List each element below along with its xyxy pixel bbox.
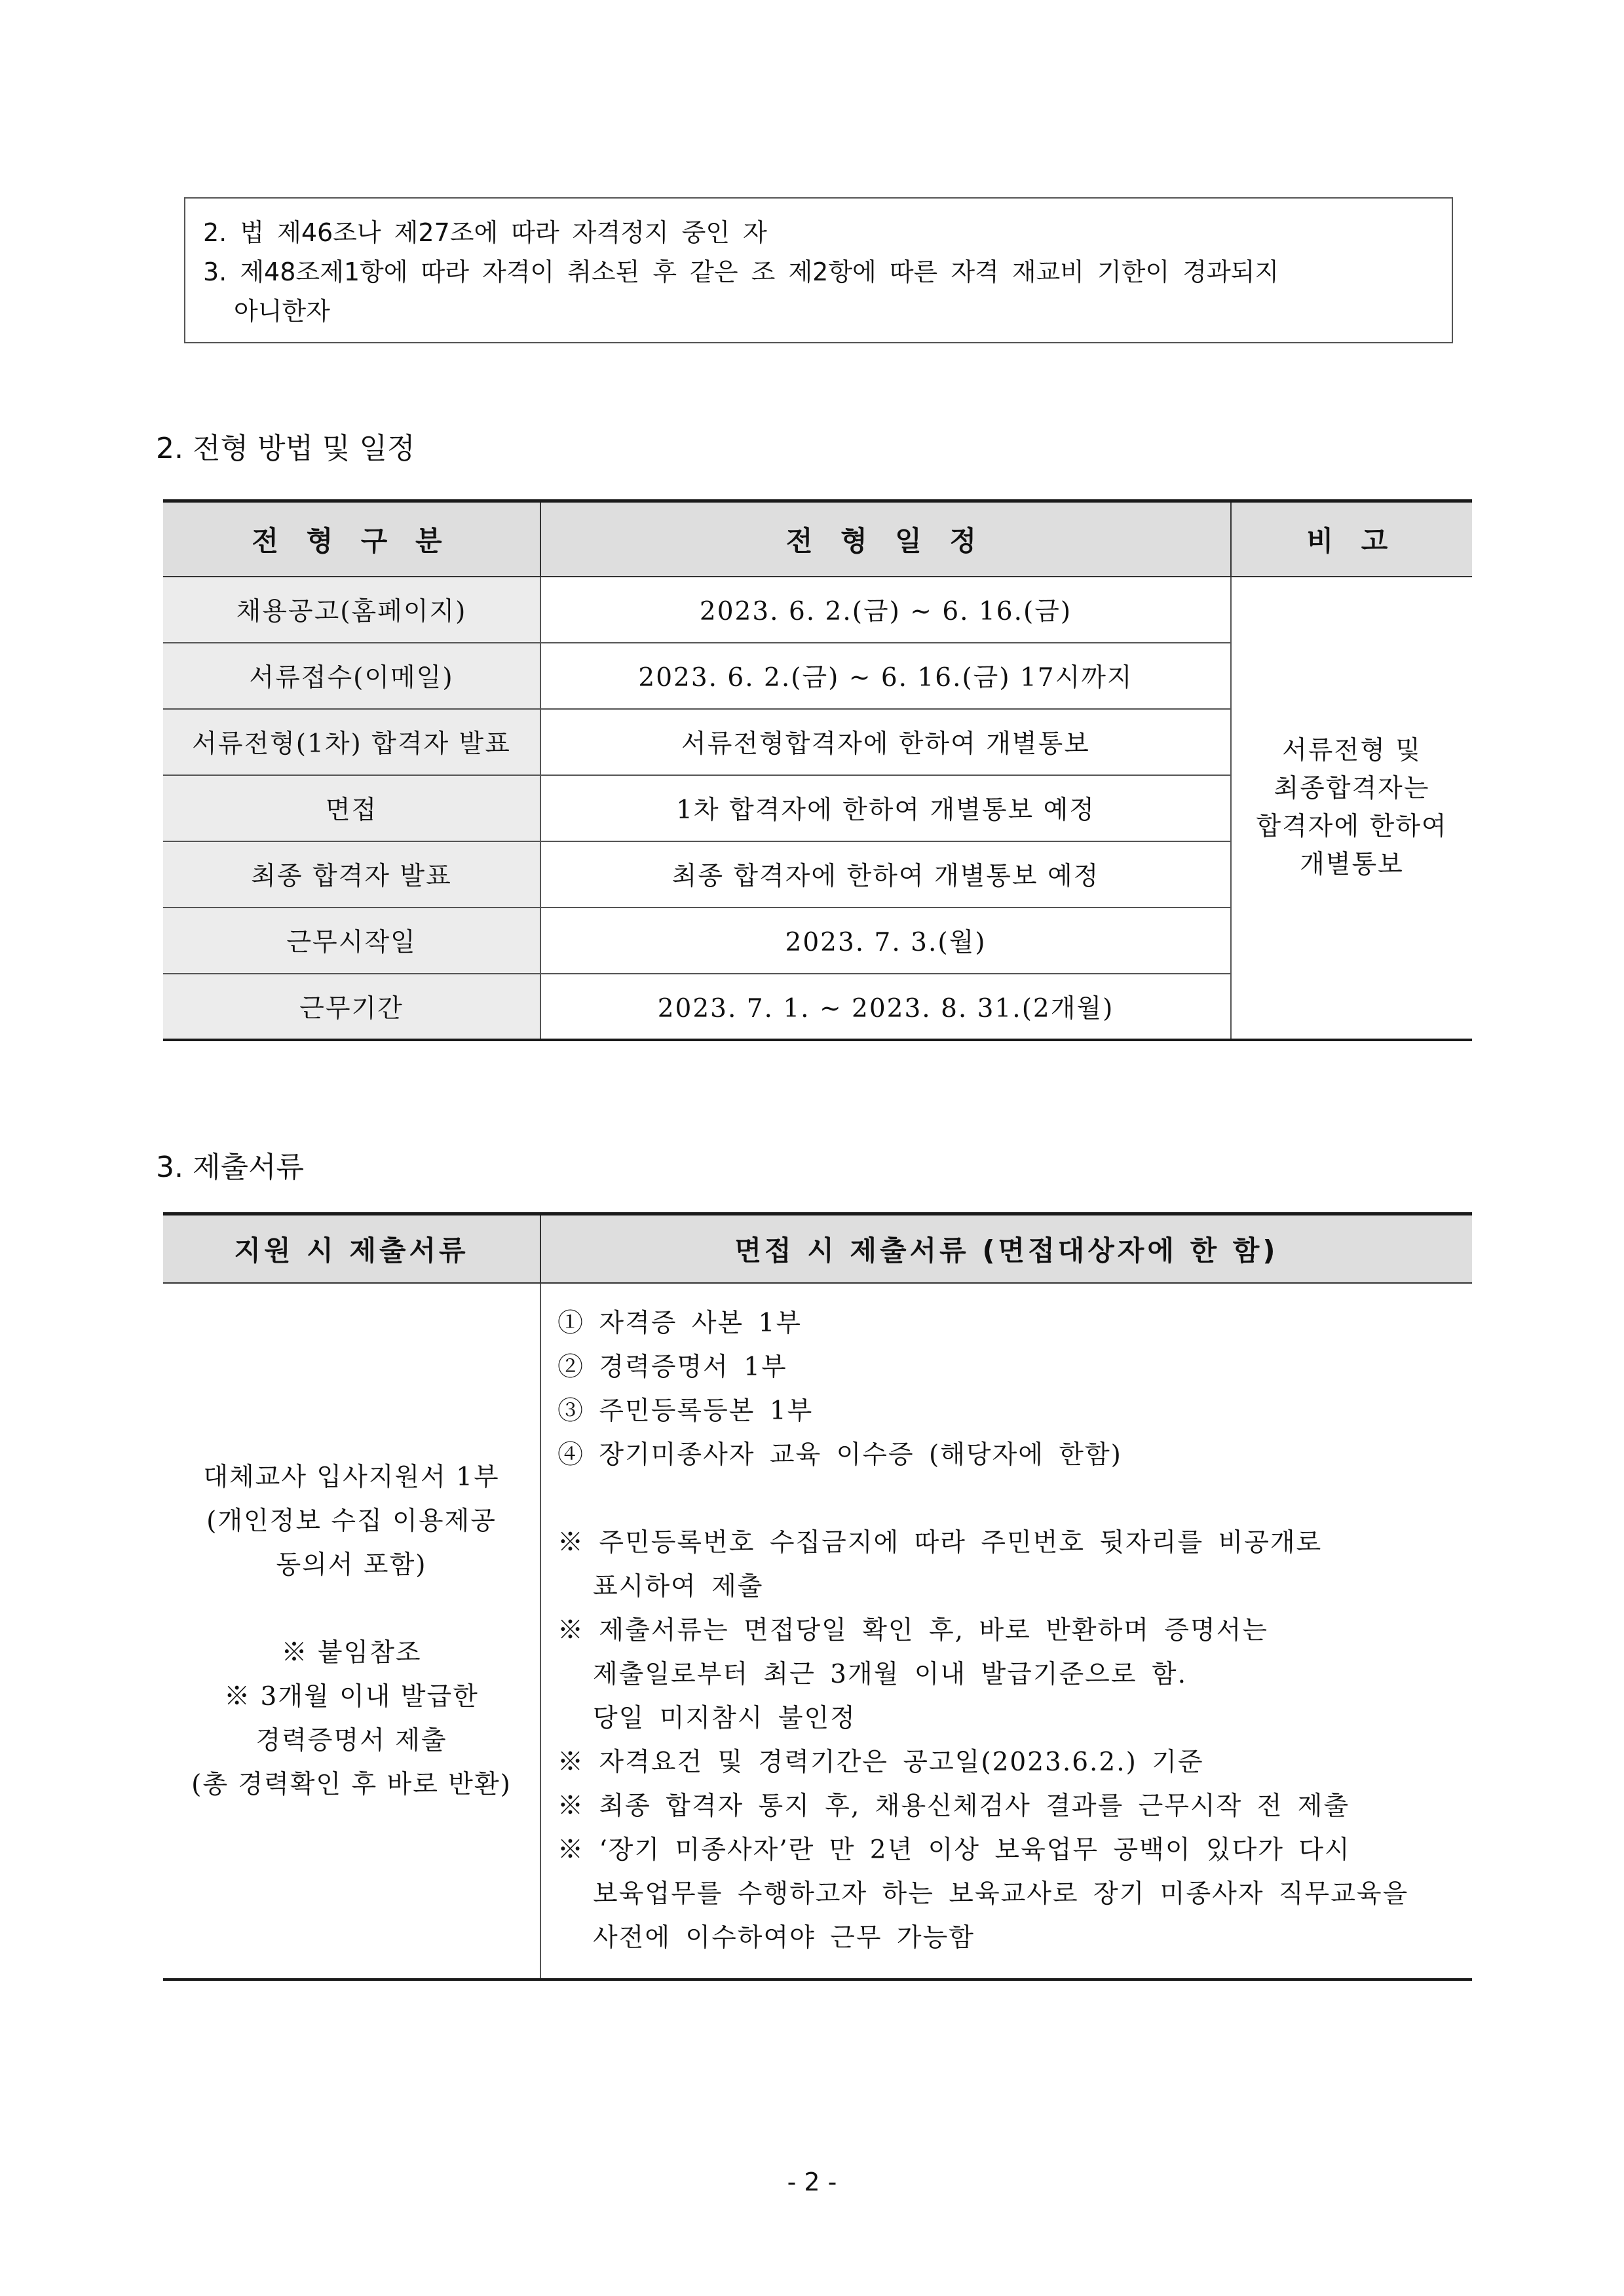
- column-header-interview-docs: 면접 시 제출서류 (면접대상자에 한 함): [540, 1214, 1472, 1283]
- column-header-schedule: 전 형 일 정: [540, 501, 1231, 577]
- schedule-cell: 1차 합격자에 한하여 개별통보 예정: [540, 775, 1231, 841]
- note-line: 제출일로부터 최근 3개월 이내 발급기준으로 함.: [593, 1660, 1188, 1689]
- stage-cell: 서류전형(1차) 합격자 발표: [163, 709, 540, 775]
- doc-line: 동의서 포함): [276, 1550, 427, 1580]
- stage-cell: 근무시작일: [163, 908, 540, 974]
- note-line: ※ 최종 합격자 통지 후, 채용신체검사 결과를 근무시작 전 제출: [557, 1791, 1350, 1821]
- note: [557, 1521, 1472, 1609]
- table-row: [163, 577, 1472, 643]
- stage-cell: 채용공고(홈페이지): [163, 577, 540, 643]
- page-number: - 2 -: [787, 2168, 837, 2196]
- schedule-cell: 2023. 7. 3.(월): [540, 908, 1231, 974]
- schedule-cell: 2023. 6. 2.(금) ~ 6. 16.(금): [540, 577, 1231, 643]
- selection-schedule-table: [163, 499, 1472, 1041]
- table-header: [163, 501, 1472, 577]
- note-line: ※ 3개월 이내 발급한: [224, 1681, 479, 1712]
- header-row: [163, 1214, 1472, 1283]
- table-header: [163, 1214, 1472, 1283]
- list-item: ④ 장기미종사자 교육 이수증 (해당자에 한함): [557, 1440, 1122, 1470]
- interview-docs-cell: [540, 1283, 1472, 1980]
- stage-cell: 면접: [163, 775, 540, 841]
- remark-line: 합격자에 한하여: [1256, 811, 1448, 841]
- header-row: [163, 501, 1472, 577]
- note-line: ※ 자격요건 및 경력기간은 공고일(2023.6.2.) 기준: [557, 1748, 1204, 1777]
- remark-line: 개별통보: [1300, 849, 1404, 879]
- table-row: [163, 1283, 1472, 1980]
- notice-line: 2. 법 제46조나 제27조에 따라 자격정지 중인 자: [203, 218, 767, 247]
- stage-cell: 최종 합격자 발표: [163, 841, 540, 908]
- stage-cell: 근무기간: [163, 974, 540, 1040]
- remark-line: 최종합격자는: [1274, 773, 1430, 803]
- schedule-cell: 2023. 6. 2.(금) ~ 6. 16.(금) 17시까지: [540, 643, 1231, 709]
- doc-line: (개인정보 수집 이용제공: [206, 1506, 497, 1536]
- table-body: [163, 1283, 1472, 1980]
- schedule-cell: 최종 합격자에 한하여 개별통보 예정: [540, 841, 1231, 908]
- application-docs-notes: [163, 1631, 540, 1807]
- schedule-cell: 2023. 7. 1. ~ 2023. 8. 31.(2개월): [540, 974, 1231, 1040]
- application-docs-cell: [163, 1283, 540, 1980]
- note: [557, 1784, 1472, 1828]
- schedule-cell: 서류전형합격자에 한하여 개별통보: [540, 709, 1231, 775]
- application-docs-main: [163, 1455, 540, 1587]
- section-heading-selection: 2. 전형 방법 및 일정: [156, 432, 415, 465]
- column-header-remark: 비 고: [1231, 501, 1472, 577]
- notice-line: 아니한자: [234, 297, 330, 326]
- table-body: [163, 577, 1472, 1040]
- note: [557, 1740, 1472, 1784]
- note: [557, 1609, 1472, 1740]
- note-line: ※ ‘장기 미종사자’란 만 2년 이상 보육업무 공백이 있다가 다시: [557, 1835, 1351, 1865]
- note-line: (총 경력확인 후 바로 반환): [191, 1769, 512, 1799]
- note-line: 당일 미지참시 불인정: [593, 1704, 856, 1733]
- section-heading-documents: 3. 제출서류: [156, 1151, 304, 1184]
- remark-cell: [1231, 577, 1472, 1040]
- note-line: ※ 주민등록번호 수집금지에 따라 주민번호 뒷자리를 비공개로: [557, 1528, 1323, 1558]
- disqualification-notice-box: [184, 197, 1453, 343]
- doc-line: 대체교사 입사지원서 1부: [203, 1462, 500, 1492]
- list-item: ① 자격증 사본 1부: [557, 1309, 803, 1338]
- note: [557, 1828, 1472, 1960]
- stage-cell: 서류접수(이메일): [163, 643, 540, 709]
- interview-notes: [557, 1521, 1472, 1960]
- note-line: 사전에 이수하여야 근무 가능함: [593, 1923, 975, 1953]
- list-item: ② 경력증명서 1부: [557, 1352, 787, 1382]
- note-line: ※ 제출서류는 면접당일 확인 후, 바로 반환하며 증명서는: [557, 1616, 1269, 1645]
- required-documents-table: [163, 1212, 1472, 1981]
- remark-line: 서류전형 및: [1282, 735, 1422, 765]
- notice-line: 3. 제48조제1항에 따라 자격이 취소된 후 같은 조 제2항에 따른 자격 재교비 기한이 경과되지: [203, 258, 1279, 286]
- list-item: ③ 주민등록등본 1부: [557, 1396, 814, 1426]
- column-header-application-docs: 지원 시 제출서류: [163, 1214, 540, 1283]
- note-line: 경력증명서 제출: [255, 1725, 447, 1755]
- note-line: ※ 붙임참조: [281, 1637, 422, 1668]
- note-line: 보육업무를 수행하고자 하는 보육교사로 장기 미종사자 직무교육을: [593, 1879, 1409, 1909]
- interview-docs-list: [557, 1301, 1472, 1477]
- column-header-stage: 전 형 구 분: [163, 501, 540, 577]
- note-line: 표시하여 제출: [593, 1572, 764, 1601]
